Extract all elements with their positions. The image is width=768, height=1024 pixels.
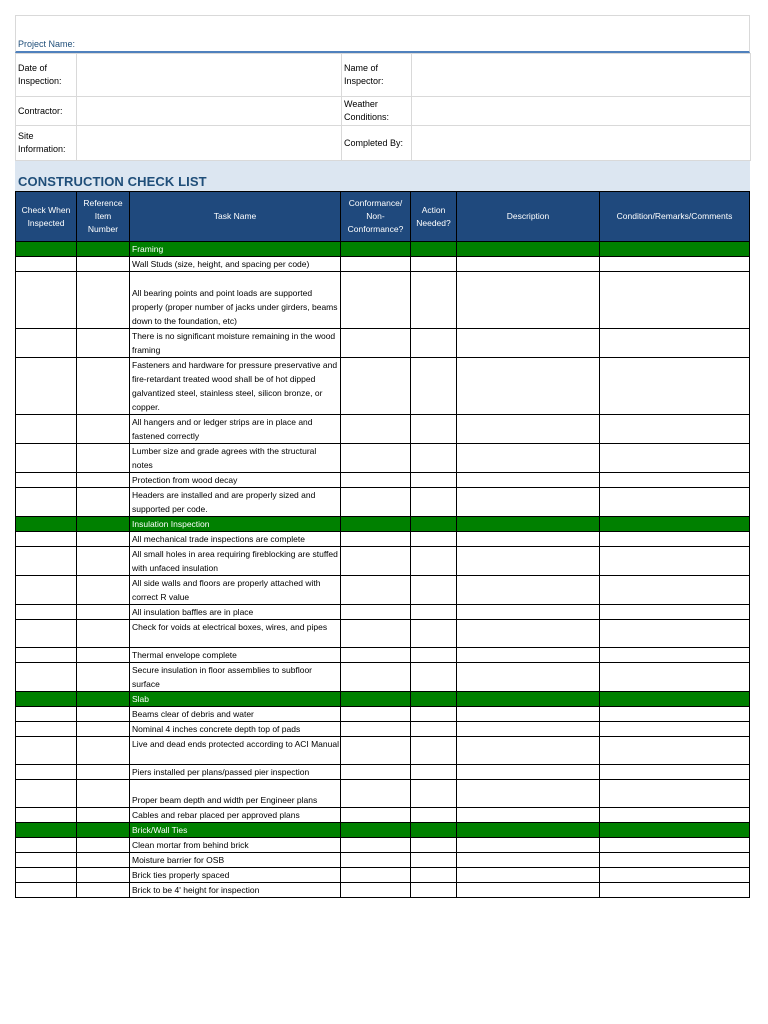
description-cell[interactable] (457, 808, 600, 823)
header-check-when-inspected: Check When Inspected (16, 192, 77, 242)
reference-cell (77, 692, 130, 707)
construction-checklist-table (15, 191, 750, 898)
table-row (16, 358, 750, 415)
description-cell[interactable] (457, 707, 600, 722)
reference-cell[interactable] (77, 737, 130, 765)
reference-cell[interactable] (77, 663, 130, 692)
action-cell[interactable] (411, 883, 457, 898)
task-cell: There is no significant moisture remaining in the wood framing (130, 329, 341, 358)
action-cell[interactable] (411, 576, 457, 605)
reference-cell[interactable] (77, 838, 130, 853)
conformance-cell (341, 242, 411, 257)
check-cell (16, 823, 77, 838)
description-cell[interactable] (457, 576, 600, 605)
table-row (16, 415, 750, 444)
action-cell[interactable] (411, 722, 457, 737)
task-cell: All bearing points and point loads are supported properly (proper number of jacks under girders, beams down to the foundation, etc) (130, 272, 341, 329)
reference-cell[interactable] (77, 707, 130, 722)
reference-cell[interactable] (77, 272, 130, 329)
conformance-cell[interactable] (341, 272, 411, 329)
task-cell: Thermal envelope complete (130, 648, 341, 663)
table-row (16, 576, 750, 605)
header-action-needed: Action Needed? (411, 192, 457, 242)
section-row (16, 692, 750, 707)
reference-cell[interactable] (77, 620, 130, 648)
task-cell: Clean mortar from behind brick (130, 838, 341, 853)
conformance-cell (341, 517, 411, 532)
reference-cell[interactable] (77, 488, 130, 517)
description-cell[interactable] (457, 722, 600, 737)
header-description: Description (457, 192, 600, 242)
conformance-cell[interactable] (341, 722, 411, 737)
table-row (16, 532, 750, 547)
remarks-cell (600, 517, 750, 532)
table-row (16, 838, 750, 853)
check-cell[interactable] (16, 765, 77, 780)
reference-cell (77, 242, 130, 257)
conformance-cell[interactable] (341, 663, 411, 692)
action-cell[interactable] (411, 473, 457, 488)
contractor-field[interactable] (77, 97, 342, 126)
remarks-cell[interactable] (600, 329, 750, 358)
weather-conditions-label: Weather Conditions: (342, 97, 412, 126)
task-cell: All insulation baffles are in place (130, 605, 341, 620)
task-cell: Secure insulation in floor assemblies to subfloor surface (130, 663, 341, 692)
table-row (16, 765, 750, 780)
remarks-cell[interactable] (600, 663, 750, 692)
check-cell (16, 692, 77, 707)
remarks-cell[interactable] (600, 272, 750, 329)
checklist-body (16, 242, 750, 898)
reference-cell[interactable] (77, 444, 130, 473)
conformance-cell[interactable] (341, 547, 411, 576)
task-cell: Brick ties properly spaced (130, 868, 341, 883)
remarks-cell[interactable] (600, 576, 750, 605)
reference-cell[interactable] (77, 473, 130, 488)
check-cell[interactable] (16, 473, 77, 488)
conformance-cell[interactable] (341, 868, 411, 883)
check-cell[interactable] (16, 547, 77, 576)
project-name-label: Project Name: (18, 39, 76, 49)
checklist-title-band (15, 161, 750, 191)
description-cell[interactable] (457, 415, 600, 444)
action-cell[interactable] (411, 358, 457, 415)
action-cell[interactable] (411, 532, 457, 547)
remarks-cell[interactable] (600, 473, 750, 488)
remarks-cell[interactable] (600, 808, 750, 823)
description-cell[interactable] (457, 765, 600, 780)
action-cell[interactable] (411, 272, 457, 329)
reference-cell[interactable] (77, 547, 130, 576)
task-cell: Protection from wood decay (130, 473, 341, 488)
remarks-cell[interactable] (600, 883, 750, 898)
description-cell[interactable] (457, 488, 600, 517)
table-row (16, 707, 750, 722)
description-cell (457, 242, 600, 257)
action-cell[interactable] (411, 329, 457, 358)
conformance-cell[interactable] (341, 329, 411, 358)
date-of-inspection-label: Date of Inspection: (16, 54, 77, 97)
check-cell[interactable] (16, 737, 77, 765)
action-cell[interactable] (411, 663, 457, 692)
task-cell: All hangers and or ledger strips are in place and fastened correctly (130, 415, 341, 444)
description-cell[interactable] (457, 883, 600, 898)
description-cell[interactable] (457, 444, 600, 473)
weather-conditions-field[interactable] (412, 97, 751, 126)
check-cell (16, 517, 77, 532)
check-cell[interactable] (16, 329, 77, 358)
reference-cell[interactable] (77, 853, 130, 868)
description-cell[interactable] (457, 358, 600, 415)
task-cell: All mechanical trade inspections are complete (130, 532, 341, 547)
action-cell[interactable] (411, 853, 457, 868)
check-cell[interactable] (16, 605, 77, 620)
section-title: Brick/Wall Ties (130, 823, 341, 838)
check-cell[interactable] (16, 883, 77, 898)
description-cell (457, 823, 600, 838)
table-row (16, 488, 750, 517)
reference-cell[interactable] (77, 722, 130, 737)
table-row (16, 329, 750, 358)
action-cell[interactable] (411, 780, 457, 808)
task-cell: Lumber size and grade agrees with the structural notes (130, 444, 341, 473)
check-cell[interactable] (16, 272, 77, 329)
check-cell[interactable] (16, 838, 77, 853)
reference-cell[interactable] (77, 808, 130, 823)
conformance-cell[interactable] (341, 488, 411, 517)
description-cell[interactable] (457, 853, 600, 868)
check-cell (16, 242, 77, 257)
conformance-cell[interactable] (341, 605, 411, 620)
contractor-label: Contractor: (16, 97, 77, 126)
remarks-cell[interactable] (600, 444, 750, 473)
action-cell (411, 242, 457, 257)
description-cell[interactable] (457, 329, 600, 358)
check-cell[interactable] (16, 488, 77, 517)
table-row (16, 663, 750, 692)
description-cell (457, 517, 600, 532)
description-cell[interactable] (457, 257, 600, 272)
description-cell[interactable] (457, 605, 600, 620)
check-cell[interactable] (16, 648, 77, 663)
check-cell[interactable] (16, 532, 77, 547)
conformance-cell[interactable] (341, 444, 411, 473)
conformance-cell (341, 823, 411, 838)
action-cell[interactable] (411, 444, 457, 473)
table-row (16, 780, 750, 808)
remarks-cell[interactable] (600, 547, 750, 576)
conformance-cell[interactable] (341, 765, 411, 780)
remarks-cell[interactable] (600, 737, 750, 765)
conformance-cell[interactable] (341, 737, 411, 765)
table-row (16, 547, 750, 576)
action-cell[interactable] (411, 488, 457, 517)
reference-cell[interactable] (77, 780, 130, 808)
description-cell[interactable] (457, 620, 600, 648)
action-cell[interactable] (411, 737, 457, 765)
task-cell: Beams clear of debris and water (130, 707, 341, 722)
description-cell[interactable] (457, 532, 600, 547)
section-row (16, 517, 750, 532)
table-row (16, 722, 750, 737)
task-cell: Moisture barrier for OSB (130, 853, 341, 868)
check-cell[interactable] (16, 663, 77, 692)
table-row (16, 272, 750, 329)
check-cell[interactable] (16, 444, 77, 473)
reference-cell[interactable] (77, 532, 130, 547)
task-cell: All small holes in area requiring fireblocking are stuffed with unfaced insulation (130, 547, 341, 576)
reference-cell[interactable] (77, 605, 130, 620)
description-cell[interactable] (457, 272, 600, 329)
remarks-cell[interactable] (600, 257, 750, 272)
conformance-cell[interactable] (341, 532, 411, 547)
task-cell: Headers are installed and are properly sized and supported per code. (130, 488, 341, 517)
description-cell[interactable] (457, 473, 600, 488)
name-of-inspector-label: Name of Inspector: (342, 54, 412, 97)
remarks-cell[interactable] (600, 488, 750, 517)
conformance-cell[interactable] (341, 620, 411, 648)
task-cell: Wall Studs (size, height, and spacing per code) (130, 257, 341, 272)
action-cell[interactable] (411, 648, 457, 663)
description-cell[interactable] (457, 663, 600, 692)
table-row (16, 444, 750, 473)
remarks-cell[interactable] (600, 780, 750, 808)
conformance-cell[interactable] (341, 648, 411, 663)
check-cell[interactable] (16, 707, 77, 722)
reference-cell[interactable] (77, 883, 130, 898)
check-cell[interactable] (16, 415, 77, 444)
check-cell[interactable] (16, 808, 77, 823)
remarks-cell[interactable] (600, 765, 750, 780)
name-of-inspector-field[interactable] (412, 54, 751, 97)
table-row (16, 257, 750, 272)
conformance-cell[interactable] (341, 576, 411, 605)
conformance-cell[interactable] (341, 707, 411, 722)
site-information-label: Site Information: (16, 126, 77, 161)
remarks-cell[interactable] (600, 838, 750, 853)
checklist-sheet (15, 15, 750, 898)
table-header-row (16, 192, 750, 242)
task-cell: Proper beam depth and width per Engineer plans (130, 780, 341, 808)
check-cell[interactable] (16, 257, 77, 272)
check-cell[interactable] (16, 576, 77, 605)
action-cell[interactable] (411, 257, 457, 272)
task-cell: Nominal 4 inches concrete depth top of pads (130, 722, 341, 737)
header-task-name: Task Name (130, 192, 341, 242)
task-cell: Fasteners and hardware for pressure preservative and fire-retardant treated wood shall be of hot dipped galvantized steel, stainless steel, silicon bronze, or copper. (130, 358, 341, 415)
table-row (16, 853, 750, 868)
remarks-cell[interactable] (600, 358, 750, 415)
section-row (16, 242, 750, 257)
reference-cell[interactable] (77, 648, 130, 663)
description-cell[interactable] (457, 838, 600, 853)
reference-cell[interactable] (77, 765, 130, 780)
remarks-cell[interactable] (600, 707, 750, 722)
conformance-cell[interactable] (341, 853, 411, 868)
reference-cell[interactable] (77, 868, 130, 883)
remarks-cell (600, 242, 750, 257)
reference-cell[interactable] (77, 257, 130, 272)
header-conformance: Conformance/ Non-Conformance? (341, 192, 411, 242)
checklist-title: CONSTRUCTION CHECK LIST (18, 174, 207, 189)
action-cell (411, 823, 457, 838)
reference-cell (77, 517, 130, 532)
conformance-cell (341, 692, 411, 707)
task-cell: Piers installed per plans/passed pier inspection (130, 765, 341, 780)
task-cell: Cables and rebar placed per approved plans (130, 808, 341, 823)
task-cell: Check for voids at electrical boxes, wires, and pipes (130, 620, 341, 648)
table-row (16, 648, 750, 663)
task-cell: All side walls and floors are properly attached with correct R value (130, 576, 341, 605)
action-cell[interactable] (411, 868, 457, 883)
action-cell[interactable] (411, 620, 457, 648)
remarks-cell (600, 692, 750, 707)
reference-cell[interactable] (77, 415, 130, 444)
conformance-cell[interactable] (341, 883, 411, 898)
conformance-cell[interactable] (341, 257, 411, 272)
section-title: Insulation Inspection (130, 517, 341, 532)
table-row (16, 737, 750, 765)
conformance-cell[interactable] (341, 473, 411, 488)
table-row (16, 883, 750, 898)
check-cell[interactable] (16, 722, 77, 737)
check-cell[interactable] (16, 780, 77, 808)
completed-by-field[interactable] (412, 126, 751, 161)
site-information-field[interactable] (77, 126, 342, 161)
action-cell[interactable] (411, 838, 457, 853)
project-name-row[interactable] (15, 15, 750, 53)
check-cell[interactable] (16, 620, 77, 648)
description-cell[interactable] (457, 780, 600, 808)
check-cell[interactable] (16, 868, 77, 883)
remarks-cell[interactable] (600, 868, 750, 883)
action-cell (411, 517, 457, 532)
action-cell[interactable] (411, 605, 457, 620)
table-row (16, 868, 750, 883)
task-cell: Live and dead ends protected according to ACI Manual (130, 737, 341, 765)
remarks-cell[interactable] (600, 722, 750, 737)
remarks-cell[interactable] (600, 853, 750, 868)
description-cell[interactable] (457, 868, 600, 883)
action-cell[interactable] (411, 765, 457, 780)
completed-by-label: Completed By: (342, 126, 412, 161)
section-title: Framing (130, 242, 341, 257)
action-cell[interactable] (411, 547, 457, 576)
conformance-cell[interactable] (341, 415, 411, 444)
task-cell: Brick to be 4' height for inspection (130, 883, 341, 898)
reference-cell[interactable] (77, 358, 130, 415)
header-remarks: Condition/Remarks/Comments (600, 192, 750, 242)
section-row (16, 823, 750, 838)
conformance-cell[interactable] (341, 838, 411, 853)
reference-cell (77, 823, 130, 838)
description-cell[interactable] (457, 648, 600, 663)
table-row (16, 473, 750, 488)
reference-cell[interactable] (77, 576, 130, 605)
remarks-cell[interactable] (600, 648, 750, 663)
description-cell[interactable] (457, 547, 600, 576)
action-cell (411, 692, 457, 707)
date-of-inspection-field[interactable] (77, 54, 342, 97)
conformance-cell[interactable] (341, 808, 411, 823)
remarks-cell (600, 823, 750, 838)
table-row (16, 808, 750, 823)
action-cell[interactable] (411, 808, 457, 823)
section-title: Slab (130, 692, 341, 707)
reference-cell[interactable] (77, 329, 130, 358)
conformance-cell[interactable] (341, 358, 411, 415)
description-cell[interactable] (457, 737, 600, 765)
table-row (16, 620, 750, 648)
check-cell[interactable] (16, 853, 77, 868)
remarks-cell[interactable] (600, 415, 750, 444)
header-reference-item-number: Reference Item Number (77, 192, 130, 242)
table-row (16, 605, 750, 620)
remarks-cell[interactable] (600, 532, 750, 547)
description-cell (457, 692, 600, 707)
inspection-info-table (15, 53, 751, 161)
check-cell[interactable] (16, 358, 77, 415)
conformance-cell[interactable] (341, 780, 411, 808)
remarks-cell[interactable] (600, 620, 750, 648)
remarks-cell[interactable] (600, 605, 750, 620)
action-cell[interactable] (411, 707, 457, 722)
action-cell[interactable] (411, 415, 457, 444)
